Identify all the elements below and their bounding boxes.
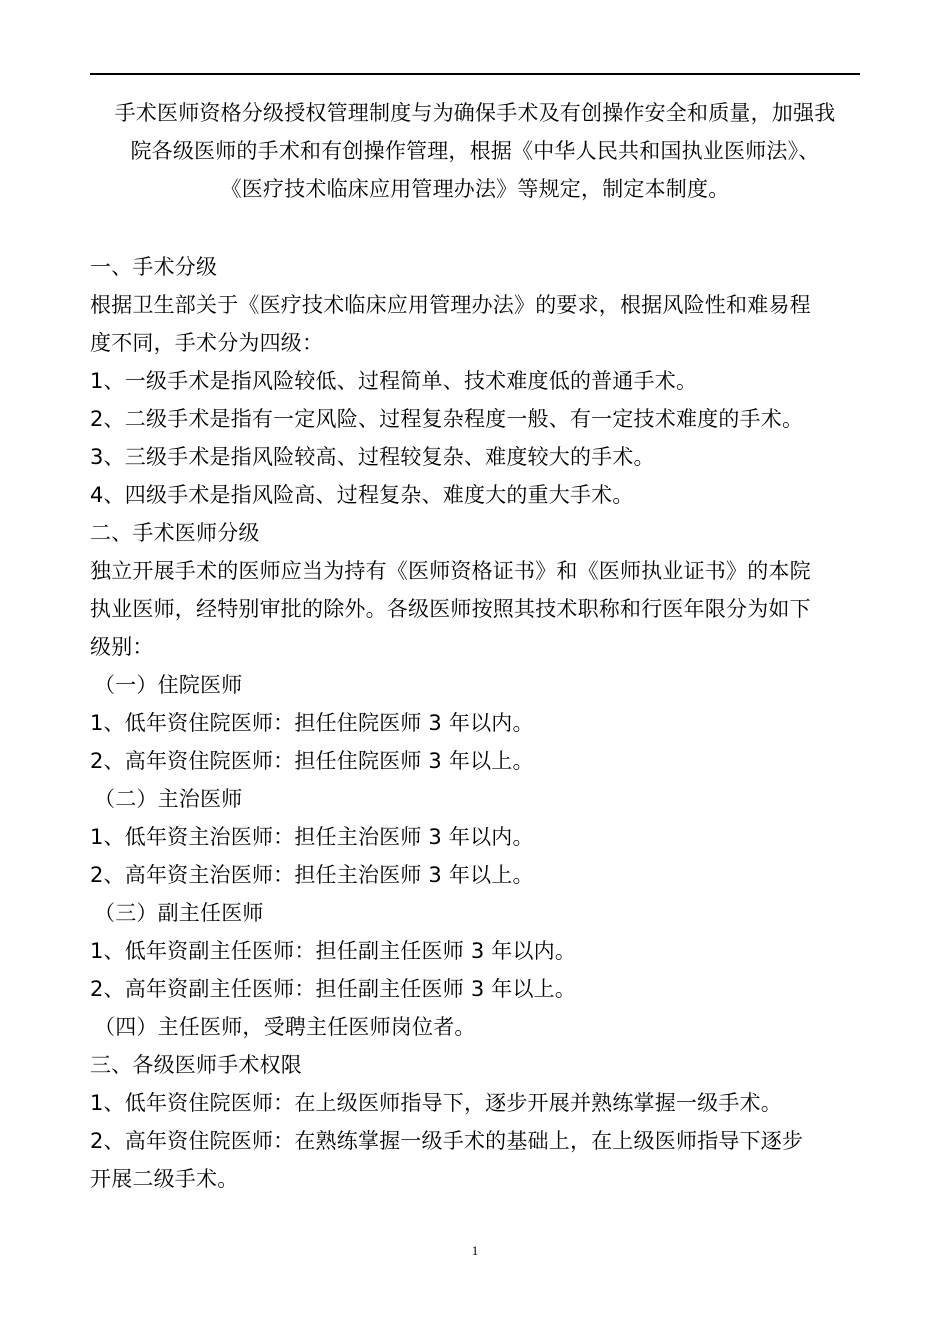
list-item: 1、低年资住院医师：担任住院医师 3 年以内。 <box>90 711 534 735</box>
list-item: 2、高年资住院医师：在熟练掌握一级手术的基础上，在上级医师指导下逐步 <box>90 1129 804 1153</box>
subsection-heading-resident: （一）住院医师 <box>94 673 243 697</box>
body-text-line: 度不同，手术分为四级： <box>90 331 324 355</box>
body-text-line: 独立开展手术的医师应当为持有《医师资格证书》和《医师执业证书》的本院 <box>90 559 811 583</box>
header-rule <box>90 73 860 75</box>
intro-line: 手术医师资格分级授权管理制度与为确保手术及有创操作安全和质量，加强我 <box>114 101 836 125</box>
list-item: 4、四级手术是指风险高、过程复杂、难度大的重大手术。 <box>90 483 634 507</box>
list-item: 1、低年资主治医师：担任主治医师 3 年以内。 <box>90 825 534 849</box>
list-item: 2、高年资住院医师：担任住院医师 3 年以上。 <box>90 749 534 773</box>
list-item-continuation: 开展二级手术。 <box>90 1167 239 1191</box>
list-item: 2、高年资副主任医师：担任副主任医师 3 年以上。 <box>90 977 577 1001</box>
intro-line: 院各级医师的手术和有创操作管理，根据《中华人民共和国执业医师法》、 <box>130 139 820 163</box>
subsection-heading-chief: （四）主任医师，受聘主任医师岗位者。 <box>94 1015 476 1039</box>
body-text-line: 级别： <box>90 635 154 659</box>
subsection-heading-associate-chief: （三）副主任医师 <box>94 901 264 925</box>
list-item: 2、二级手术是指有一定风险、过程复杂程度一般、有一定技术难度的手术。 <box>90 407 804 431</box>
section-heading-surgical-privileges: 三、各级医师手术权限 <box>90 1053 302 1077</box>
body-text-line: 根据卫生部关于《医疗技术临床应用管理办法》的要求，根据风险性和难易程 <box>90 293 811 317</box>
body-text-line: 执业医师，经特别审批的除外。各级医师按照其技术职称和行医年限分为如下 <box>90 597 811 621</box>
list-item: 1、低年资副主任医师：担任副主任医师 3 年以内。 <box>90 939 577 963</box>
intro-line: 《医疗技术临床应用管理办法》等规定，制定本制度。 <box>220 177 730 201</box>
section-heading-surgery-grading: 一、手术分级 <box>90 255 218 279</box>
intro-paragraph <box>90 94 860 208</box>
subsection-heading-attending: （二）主治医师 <box>94 787 243 811</box>
list-item: 3、三级手术是指风险较高、过程较复杂、难度较大的手术。 <box>90 445 655 469</box>
page-number: 1 <box>471 1243 479 1258</box>
list-item: 2、高年资主治医师：担任主治医师 3 年以上。 <box>90 863 534 887</box>
section-heading-doctor-grading: 二、手术医师分级 <box>90 521 260 545</box>
list-item: 1、一级手术是指风险较低、过程简单、技术难度低的普通手术。 <box>90 369 698 393</box>
list-item: 1、低年资住院医师：在上级医师指导下，逐步开展并熟练掌握一级手术。 <box>90 1091 782 1115</box>
document-body <box>90 248 860 1198</box>
